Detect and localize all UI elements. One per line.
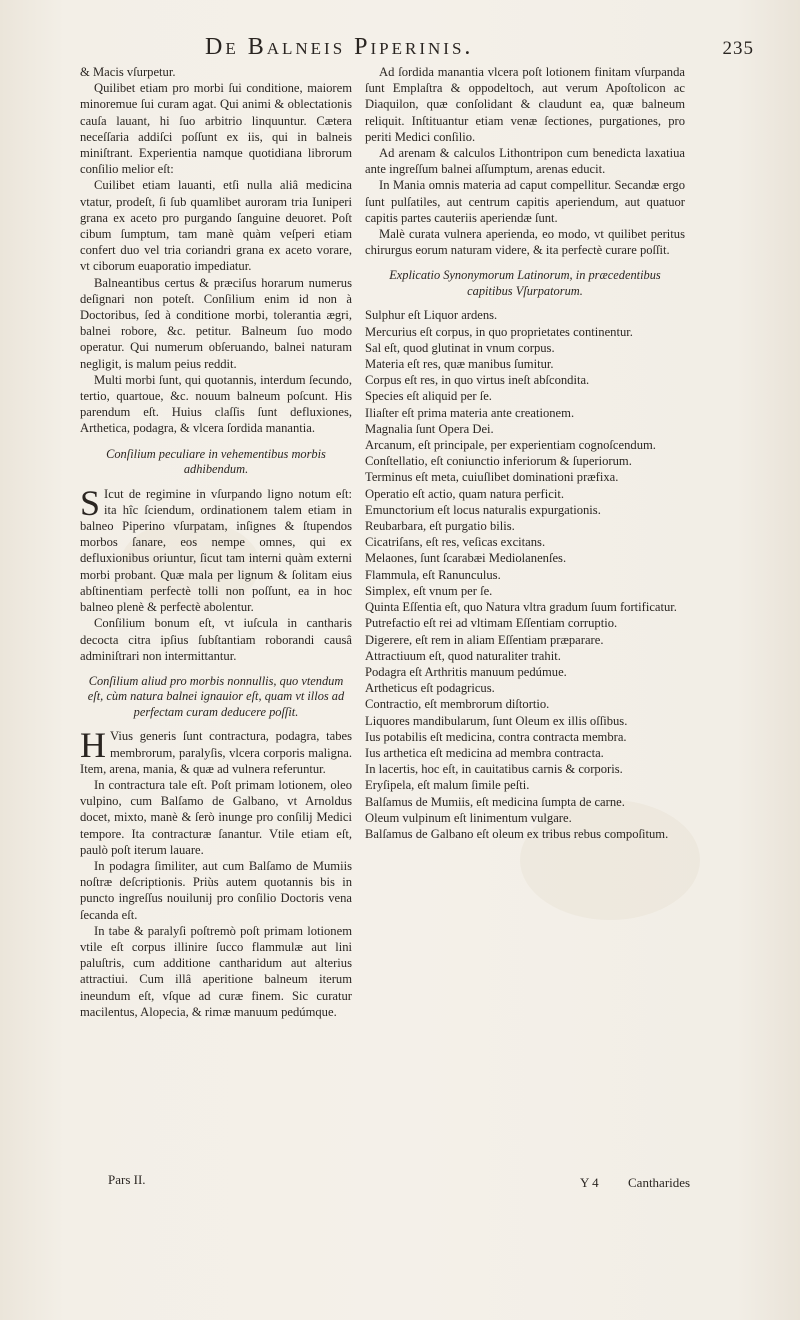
glossary-entry (365, 356, 685, 372)
paragraph-text: Malè curata vulnera aperienda, eo modo, vt quilibet peritus chirurgus eorum naturam videre, & ita perfectè curare poſſit. (365, 227, 685, 258)
paragraph-text: Digerere, eſt rem in aliam Eſſentiam præparare. (365, 632, 604, 647)
paragraph-text: Terminus eſt meta, cuiuſlibet dominationi præfixa. (365, 470, 619, 485)
paragraph-text: Emunctorium eſt locus naturalis expurgationis. (365, 502, 601, 517)
signature-mark: Y 4 (580, 1175, 599, 1190)
glossary-entry (365, 664, 685, 680)
glossary-entry (365, 696, 685, 712)
glossary-entry (365, 307, 685, 323)
glossary-entry (365, 583, 685, 599)
paragraph-text: In lacertis, hoc eſt, in cauitatibus carnis & corporis. (365, 762, 623, 777)
glossary-entry (365, 567, 685, 583)
paragraph (365, 64, 685, 145)
paragraph-text: Materia eſt res, quæ manibus ſumitur. (365, 357, 554, 372)
paragraph-text: Conſtellatio, eſt coniunctio inferiorum & ſuperiorum. (365, 454, 632, 469)
paragraph (80, 177, 352, 274)
paragraph-text: Flammula, eſt Ranunculus. (365, 567, 501, 582)
glossary-entry (365, 388, 685, 404)
paragraph (80, 615, 352, 664)
glossary-entry (365, 453, 685, 469)
section-heading (80, 447, 352, 478)
paragraph (80, 858, 352, 923)
glossary-entry (365, 794, 685, 810)
paragraph-text: Putrefactio eſt rei ad vltimam Eſſentiam corruptio. (365, 616, 618, 631)
paragraph-text: Vius generis ſunt contractura, podagra, tabes membrorum, paralyſis, vlcera corporis maligna. Item, arena, mania, & quæ ad vulnera referuntur. (80, 729, 352, 776)
paragraph-text: Ius arthetica eſt medicina ad membra contracta. (365, 745, 604, 760)
paragraph (365, 177, 685, 226)
left-column (80, 64, 352, 1020)
paragraph-text: Liquores mandibularum, ſunt Oleum ex illis oſſibus. (365, 713, 628, 728)
paragraph-text: Balſamus de Mumiis, eſt medicina ſumpta de carne. (365, 794, 625, 809)
paragraph-text: Operatio eſt actio, quam natura perficit. (365, 486, 564, 501)
part-marker: Pars II. (108, 1172, 146, 1187)
paragraph-text: Icut de regimine in vſurpando ligno notum eſt: ita hîc ſciendum, ordinationem talem etiam in balneo Piperino vſurpatam, inſignes & ſtupendos morbos ſanare, eos nempe omnes, qui ex defluxionibus oriuntur, ſicut tam interni quàm externi morbi probant. Quæ mala per lignum & ſolitam eius abſtinentiam perfectè tolli non poſſunt, ea in hoc balneo plenè & perfectè abolentur. (80, 486, 352, 615)
glossary-entry (365, 518, 685, 534)
glossary-entry (365, 534, 685, 550)
glossary-entry (365, 599, 685, 615)
paragraph-text: Balneantibus certus & præciſus horarum numerus deſignari non poteſt. Conſilium enim id non à Doctoribus, ſed à conditione morbi, tolerantia ægri, balnei robore, &c. petitur. Balneum ſuo modo operatur. Qui numerum obſeruando, balnei naturam negligit, is malum peius reddit. (80, 275, 352, 371)
drop-cap: H (80, 725, 106, 766)
glossary-entry (365, 745, 685, 761)
paragraph-text: Multi morbi ſunt, qui quotannis, interdum ſecundo, tertio, quartoue, &c. nouum balneum poſcunt. His parendum eſt. Huius claſſis ſunt defluxiones, Arthetica, podagra, & vlcera ſordida manantia. (80, 372, 352, 436)
paragraph-text: Eryſipela, eſt malum ſimile peſti. (365, 778, 530, 793)
paragraph-text: Quinta Eſſentia eſt, quo Natura vltra gradum ſuum fortificatur. (365, 600, 677, 615)
paragraph-text: Reubarbara, eſt purgatio bilis. (365, 519, 515, 534)
glossary-entry (365, 550, 685, 566)
paragraph-text: Conſilium bonum eſt, vt iuſcula in cantharis decocta citra ipſius ſubſtantiam roborandi causâ adminiſtrari non intermittantur. (80, 616, 352, 663)
paragraph (80, 64, 352, 80)
paragraph-text: Quilibet etiam pro morbi ſui conditione, maiorem minoremue ſui curam agat. Qui animi & oblectationis cauſa lauant, hi ſuo arbitrio linquuntur. Cætera neceſſaria addiſci poſſunt ex iis, qui in balneis miniſtrant. Experientia namque quotidiana librorum conſilio melior eſt: (80, 81, 352, 177)
glossary-entry (365, 680, 685, 696)
paragraph-text: Oleum vulpinum eſt linimentum vulgare. (365, 810, 572, 825)
paragraph-text: In contractura tale eſt. Poſt primam lotionem, oleo vulpino, cum Balſamo de Galbano, vt Arnoldus docet, mixto, manè & ſerò inunge pro conſilij Medici tempore. Ita contracturæ ſanantur. Vtile etiam eſt, paulò poſt iterum lauare. (80, 778, 352, 857)
paragraph (80, 777, 352, 858)
glossary-entry (365, 615, 685, 631)
paragraph-text: Ius potabilis eſt medicina, contra contracta membra. (365, 729, 627, 744)
glossary-entry (365, 486, 685, 502)
paragraph (80, 923, 352, 1020)
paragraph (365, 226, 685, 258)
glossary-entry (365, 777, 685, 793)
glossary-entry (365, 713, 685, 729)
paragraph-text: Explicatio Synonymorum Latinorum, in præcedentibus capitibus Vſurpatorum. (389, 268, 661, 298)
right-column (365, 64, 685, 842)
paragraph-text: Species eſt aliquid per ſe. (365, 389, 492, 404)
paragraph-text: Iliaſter eſt prima materia ante creationem. (365, 405, 575, 420)
paragraph (365, 145, 685, 177)
paragraph-text: Mercurius eſt corpus, in quo proprietates continentur. (365, 324, 633, 339)
glossary-entry (365, 648, 685, 664)
paragraph-text: Cuilibet etiam lauanti, etſi nulla aliâ medicina vtatur, prodeſt, ſi ſub quamlibet auroram tria Iuniperi grana ex aceto pro purgando ſanguine deuoret. Poſt cibum ſumptum, tam manè quàm veſperi etiam confert duo vel tria coriandri grana ex aceto vorare, vt ciborum euaporatio impediatur. (80, 178, 352, 274)
paragraph-text: Balſamus de Galbano eſt oleum ex tribus rebus compoſitum. (365, 826, 669, 841)
paragraph (80, 80, 352, 177)
paragraph (80, 725, 352, 777)
section-heading (365, 268, 685, 299)
paragraph-text: Corpus eſt res, in quo virtus ineſt abſcondita. (365, 373, 590, 388)
glossary-entry (365, 502, 685, 518)
paragraph-text: Podagra eſt Arthritis manuum pedúmue. (365, 664, 567, 679)
glossary-entry (365, 632, 685, 648)
paragraph-text: Conſilium peculiare in vehementibus morbis adhibendum. (106, 446, 326, 477)
glossary-entry (365, 810, 685, 826)
paragraph-text: Sulphur eſt Liquor ardens. (365, 308, 498, 323)
glossary-entry (365, 324, 685, 340)
paragraph-text: Ad arenam & calculos Lithontripon cum benedicta laxatiua ante ingreſſum balnei aſſumptum, arenas educit. (365, 146, 685, 177)
drop-cap: S (80, 482, 101, 523)
paragraph-text: Simplex, eſt vnum per ſe. (365, 583, 493, 598)
paragraph-text: & Macis vſurpetur. (80, 65, 176, 79)
paragraph (80, 482, 352, 616)
glossary-entry (365, 826, 685, 842)
paragraph-text: Cicatriſans, eſt res, veſicas excitans. (365, 535, 546, 550)
glossary-entry (365, 421, 685, 437)
paragraph-text: Attractiuum eſt, quod naturaliter trahit. (365, 648, 561, 663)
paragraph-text: Melaones, ſunt ſcarabæi Mediolanenſes. (365, 551, 567, 566)
glossary-entry (365, 469, 685, 485)
paragraph-text: In podagra ſimiliter, aut cum Balſamo de Mumiis noſtræ deſcriptionis. Priùs autem quotannis bis in puncto ingreſſus nouilunij pro conſilio Doctoris vena ſecanda eſt. (80, 859, 352, 922)
paragraph-text: In tabe & paralyſi poſtremò poſt primam lotionem vtile eſt corpus illinire ſucco flammulæ aut lini paluſtris, cum additione cantharidum aut alterius attractiui. Cum illâ aperitione balneum iterum ineundum eſt, vſque ad curæ finem. Sic curatur macilentus, Alopecia, & rimæ manuum pedúmque. (80, 923, 352, 1019)
running-head: De Balneis Piperinis. (205, 34, 474, 60)
glossary-entry (365, 729, 685, 745)
paragraph (80, 275, 352, 372)
paragraph-text: In Mania omnis materia ad caput compellitur. Secandæ ergo ſunt pulſatiles, aut centrum capitis aperiendum, aut quatuor capitis partes cauteriis aperiendæ ſunt. (365, 178, 685, 225)
section-heading (80, 674, 352, 721)
page-number: 235 (722, 38, 754, 59)
glossary-entry (365, 372, 685, 388)
glossary-entry (365, 437, 685, 453)
paragraph-text: Arcanum, eſt principale, per experientiam cognoſcendum. (365, 438, 656, 453)
paragraph-text: Contractio, eſt membrorum diſtortio. (365, 697, 550, 712)
paragraph-text: Sal eſt, quod glutinat in vnum corpus. (365, 340, 555, 355)
paragraph-text: Conſilium aliud pro morbis nonnullis, quo vtendum eſt, cùm natura balnei ignauior eſt, quam vt illos ad perfectam curam deducere poſſit. (87, 673, 345, 719)
paragraph-text: Ad ſordida manantia vlcera poſt lotionem finitam vſurpanda ſunt Emplaſtra & oppodeltoch, aut verum Apoſtolicon ac Diaquilon, quæ conſolidant & claudunt ea, quæ balneum reliquit. Inſtituantur etiam venæ ſectiones, purgationes, pro periti Medici conſilio. (365, 65, 685, 144)
glossary-entry (365, 761, 685, 777)
catchword: Cantharides (628, 1175, 691, 1190)
paragraph-text: Artheticus eſt podagricus. (365, 681, 495, 696)
paragraph (80, 372, 352, 437)
glossary-entry (365, 340, 685, 356)
glossary-entry (365, 405, 685, 421)
paragraph-text: Magnalia ſunt Opera Dei. (365, 421, 494, 436)
